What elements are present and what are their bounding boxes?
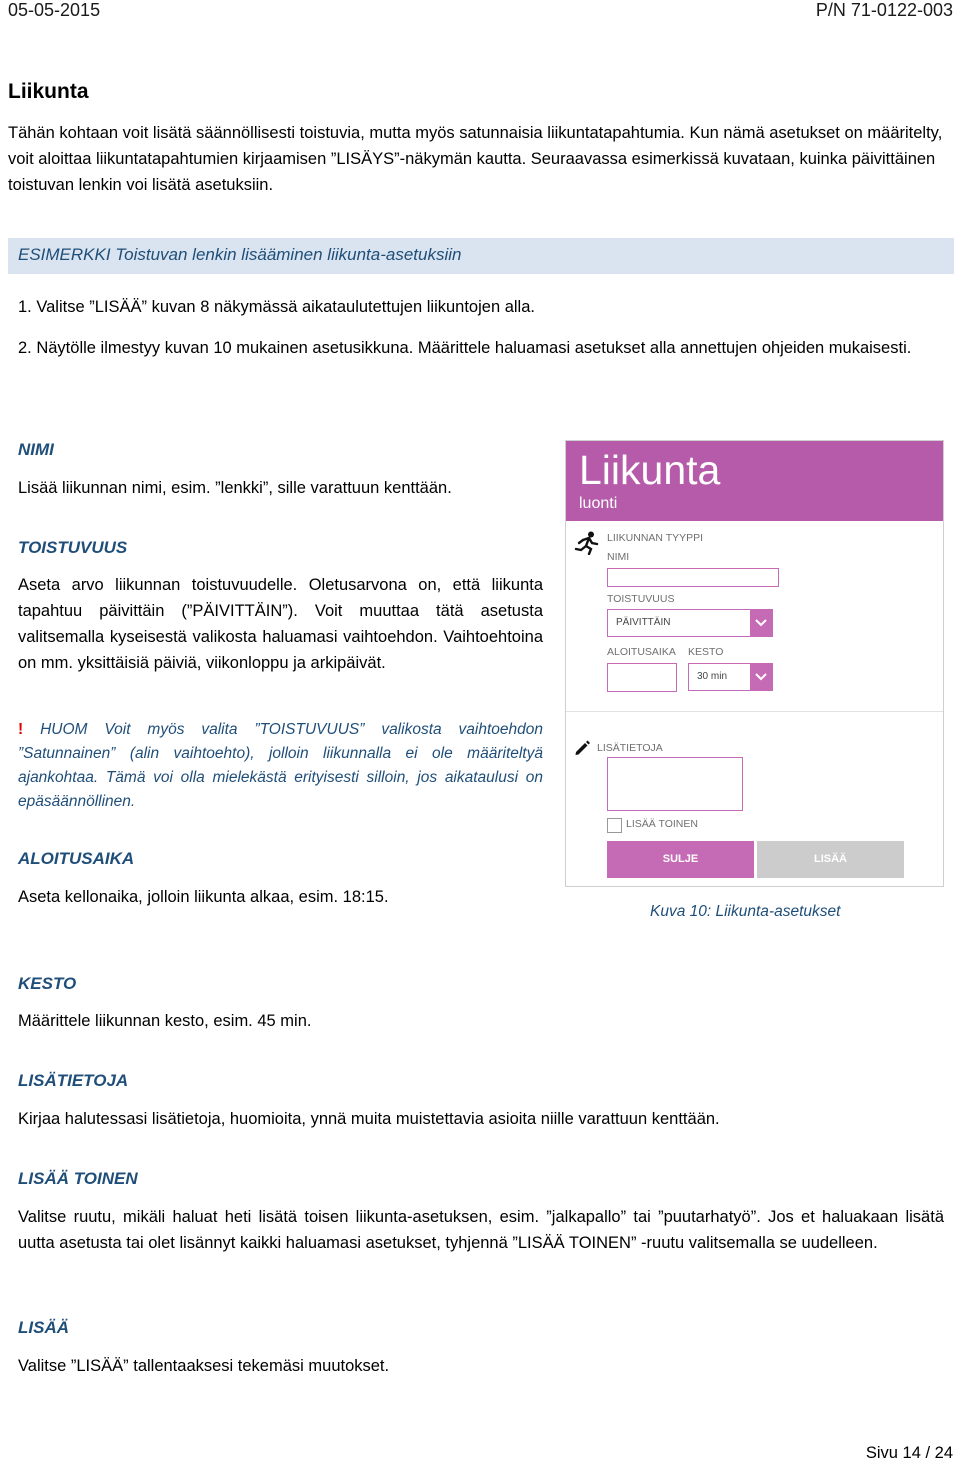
add-button[interactable]: LISÄÄ (757, 841, 904, 878)
info-label: LISÄTIETOJA (597, 742, 663, 754)
section-text-lisatietoja: Kirjaa halutessasi lisätietoja, huomioita, ynnä muita muistettavia asioita niille varattuun kenttään. (18, 1110, 720, 1128)
start-time-label: ALOITUSAIKA (607, 646, 676, 658)
page-title: Liikunta (8, 80, 89, 103)
chevron-down-icon (750, 664, 772, 690)
close-button[interactable]: SULJE (607, 841, 754, 878)
add-another-label: LISÄÄ TOINEN (626, 818, 698, 830)
intro-paragraph: Tähän kohtaan voit lisätä säännöllisesti toistuvia, mutta myös satunnaisia liikuntatapahtumia. Kun nämä asetukset on määritelty, voit aloittaa liikuntatapahtumien kirjaamisen ”LISÄYS”-näkymän kautta. Seuraavassa esimerkissä kuvataan, kuinka päivittäinen toistuvan lenkin voi lisätä asetuksiin. (8, 124, 943, 194)
example-title: ESIMERKKI Toistuvan lenkin lisääminen liikunta-asetuksiin (18, 245, 462, 264)
chevron-down-icon (750, 610, 772, 636)
step-1: 1. Valitse ”LISÄÄ” kuvan 8 näkymässä aikataulutettujen liikuntojen alla. (18, 298, 535, 316)
repeat-select-value: PÄIVITTÄIN (616, 617, 671, 628)
section-text-kesto: Määrittele liikunnan kesto, esim. 45 min. (18, 1012, 312, 1030)
section-text-aloitusaika: Aseta kellonaika, jolloin liikunta alkaa, esim. 18:15. (18, 888, 389, 906)
section-heading-toistuvuus: TOISTUVUUS (18, 538, 128, 557)
add-another-checkbox[interactable] (607, 818, 622, 833)
duration-select[interactable] (688, 663, 773, 691)
running-person-icon (574, 531, 600, 560)
duration-select-value: 30 min (697, 671, 728, 682)
dialog-title: Liikunta (579, 447, 721, 493)
exercise-settings-dialog (565, 440, 944, 887)
repeat-select[interactable] (607, 609, 773, 637)
section-heading-lisatietoja: LISÄTIETOJA (18, 1071, 129, 1090)
warning-mark: ! (18, 721, 24, 738)
dialog-divider (566, 711, 943, 712)
step-2: 2. Näytölle ilmestyy kuvan 10 mukainen asetusikkuna. Määrittele haluamasi asetukset alla annettujen ohjeiden mukaisesti. (18, 339, 912, 357)
duration-label: KESTO (688, 646, 724, 658)
name-input[interactable] (607, 568, 779, 587)
dialog-header (566, 441, 943, 521)
start-time-input[interactable] (607, 663, 677, 692)
section-text-nimi: Lisää liikunnan nimi, esim. ”lenkki”, sille varattuun kenttään. (18, 479, 452, 497)
header-part-number: P/N 71-0122-003 (815, 0, 953, 20)
section-heading-aloitusaika: ALOITUSAIKA (18, 849, 135, 868)
pencil-icon (573, 739, 591, 762)
figure-caption: Kuva 10: Liikunta-asetukset (650, 903, 841, 920)
repeat-label: TOISTUVUUS (607, 593, 675, 605)
section-text-toistuvuus: Aseta arvo liikunnan toistuvuudelle. Oletusarvona on, että liikunta tapahtuu päivittäin (”PÄIVITTÄIN”). Voit muuttaa tätä asetusta valitsemalla kyseisestä valikosta haluamasi vaihtoehdon. Vaihtoehtoina on mm. yksittäisiä päiviä, viikonloppu ja arkipäivät. (18, 576, 543, 672)
section-heading-lisaa-toinen: LISÄÄ TOINEN (18, 1169, 138, 1188)
example-banner (8, 238, 954, 274)
type-label: LIIKUNNAN TYYPPI (607, 532, 704, 544)
page-number: Sivu 14 / 24 (865, 1444, 953, 1462)
section-text-lisaa-toinen: Valitse ruutu, mikäli haluat heti lisätä toisen liikunta-asetuksen, esim. ”jalkapallo” tai ”puutarhatyö”. Jos et haluakaan lisätä uutta asetusta tai olet lisännyt kaikki haluamasi asetukset, tyhjennä ”LISÄÄ TOINEN” -ruutu valitsemalla se uudelleen. (18, 1208, 944, 1252)
section-heading-lisaa: LISÄÄ (18, 1318, 69, 1337)
info-textarea[interactable] (607, 757, 743, 811)
note-text: HUOM Voit myös valita ”TOISTUVUUS” valikosta vaihtoehdon ”Satunnainen” (alin vaihtoehto), jolloin liikunnalla ei ole määriteltyä ajankohtaa. Tämä voi olla mielekästä erityisesti silloin, jos aikataulusi on epäsäännöllinen. (18, 721, 543, 810)
name-label: NIMI (607, 551, 630, 563)
section-heading-kesto: KESTO (18, 974, 77, 993)
dialog-subtitle: luonti (579, 495, 618, 512)
section-text-lisaa: Valitse ”LISÄÄ” tallentaaksesi tekemäsi muutokset. (18, 1357, 390, 1375)
note-paragraph (18, 718, 543, 814)
section-heading-nimi: NIMI (18, 440, 54, 459)
header-date: 05-05-2015 (8, 0, 101, 20)
